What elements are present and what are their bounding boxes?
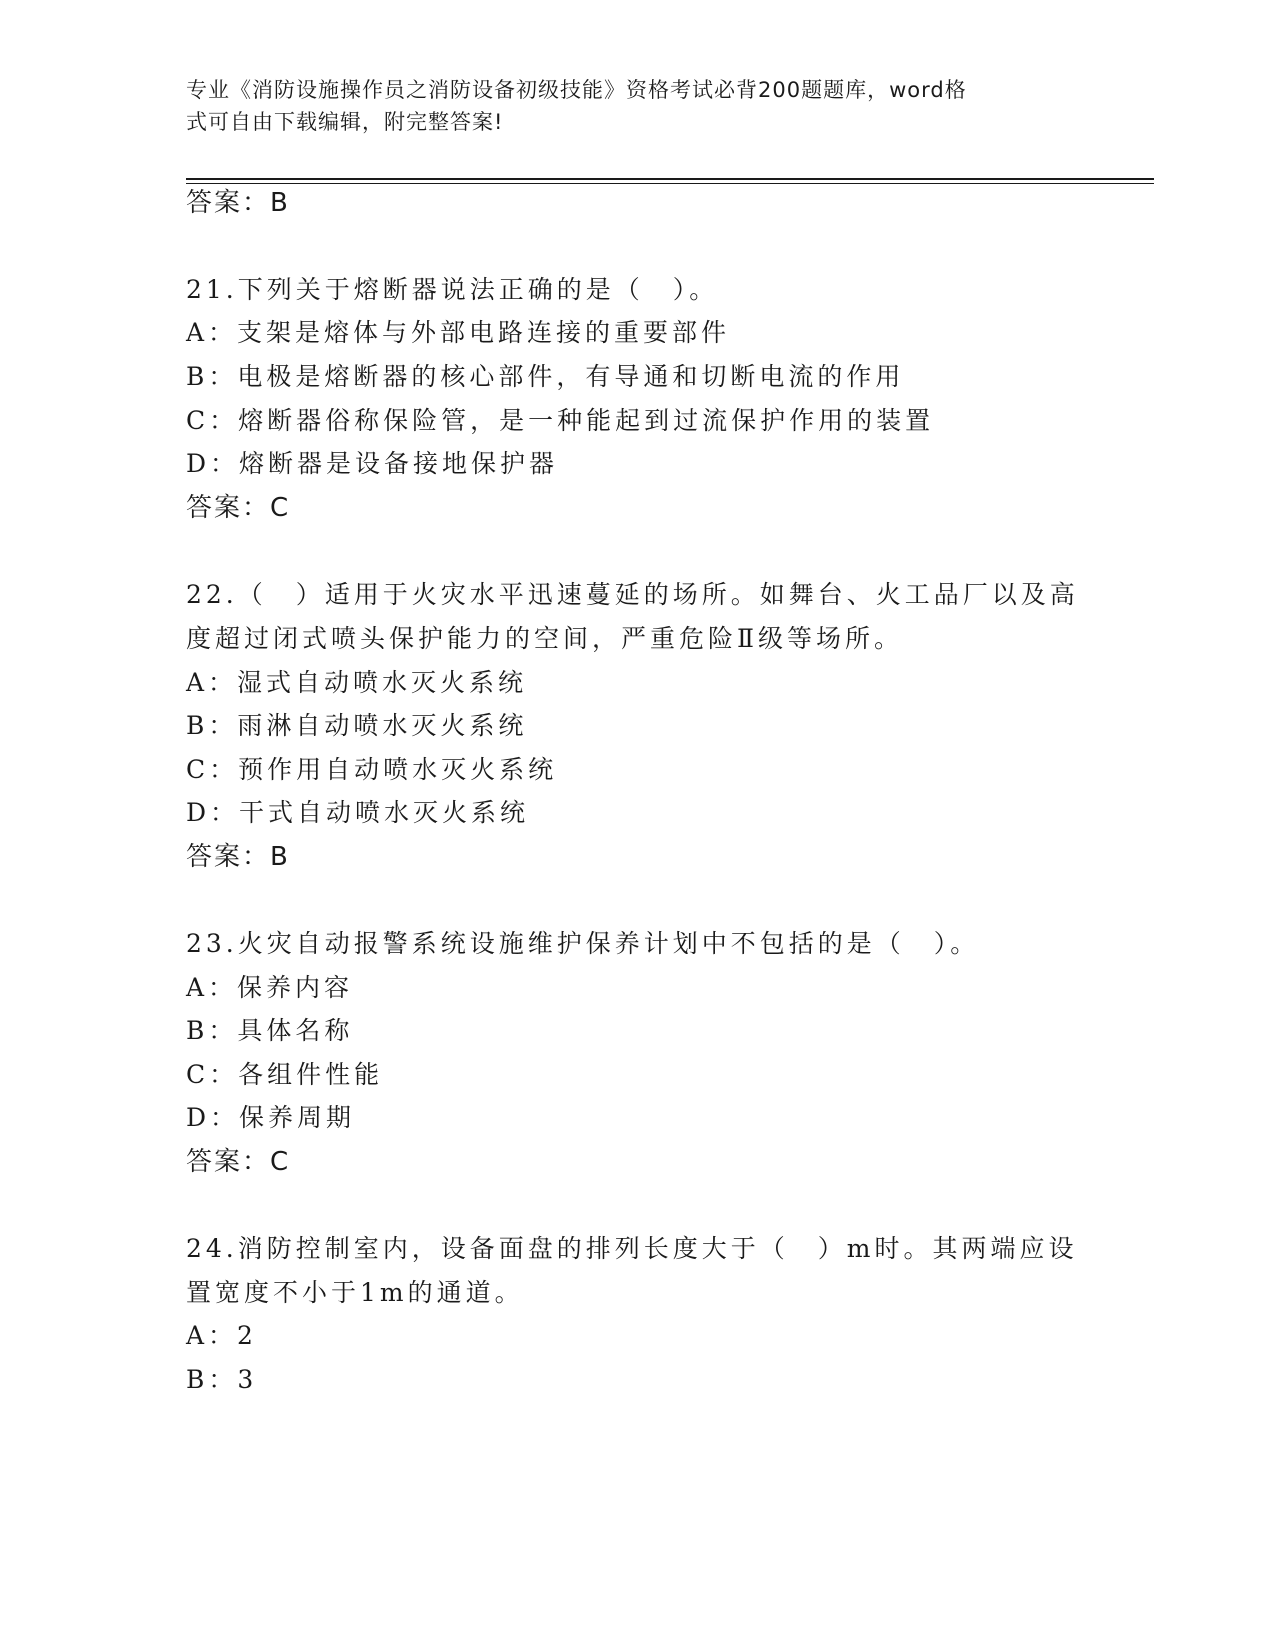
answer: 答案：C	[186, 493, 291, 523]
option-d: D：干式自动喷水灭火系统	[186, 798, 530, 827]
header-divider-thick	[186, 178, 1154, 180]
option-d: D：保养周期	[186, 1103, 356, 1132]
question-stem-line-1: 22.（ ）适用于火灾水平迅速蔓延的场所。如舞台、火工品厂以及高	[186, 580, 1079, 609]
question-stem-line-1: 24.消防控制室内，设备面盘的排列长度大于（ ）m时。其两端应设	[186, 1234, 1078, 1263]
answer: 答案：B	[186, 842, 290, 872]
option-b: B：3	[186, 1365, 258, 1394]
question-stem: 23.火灾自动报警系统设施维护保养计划中不包括的是（ ）。	[186, 929, 980, 958]
option-c: C：各组件性能	[186, 1060, 384, 1089]
option-a: A：2	[186, 1321, 257, 1350]
option-d: D：熔断器是设备接地保护器	[186, 449, 559, 478]
answer-previous: 答案：B	[186, 188, 290, 218]
question-stem: 21.下列关于熔断器说法正确的是（ ）。	[186, 275, 719, 304]
option-c: C：熔断器俗称保险管，是一种能起到过流保护作用的装置	[186, 406, 935, 435]
option-b: B：雨淋自动喷水灭火系统	[186, 711, 528, 740]
option-c: C：预作用自动喷水灭火系统	[186, 755, 558, 784]
option-b: B：电极是熔断器的核心部件，有导通和切断电流的作用	[186, 362, 905, 391]
question-stem-line-2: 置宽度不小于1m的通道。	[186, 1278, 524, 1307]
option-a: A：支架是熔体与外部电路连接的重要部件	[186, 318, 731, 347]
header-divider-thin	[186, 183, 1154, 184]
option-b: B：具体名称	[186, 1016, 354, 1045]
header-line-2: 式可自由下载编辑，附完整答案!	[186, 110, 504, 134]
option-a: A：湿式自动喷水灭火系统	[186, 668, 528, 697]
header-line-1: 专业《消防设施操作员之消防设备初级技能》资格考试必背200题题库，word格	[186, 78, 967, 102]
question-stem-line-2: 度超过闭式喷头保护能力的空间，严重危险Ⅱ级等场所。	[186, 624, 903, 653]
answer: 答案：C	[186, 1147, 291, 1177]
option-a: A：保养内容	[186, 973, 354, 1002]
document-header	[186, 74, 1066, 138]
